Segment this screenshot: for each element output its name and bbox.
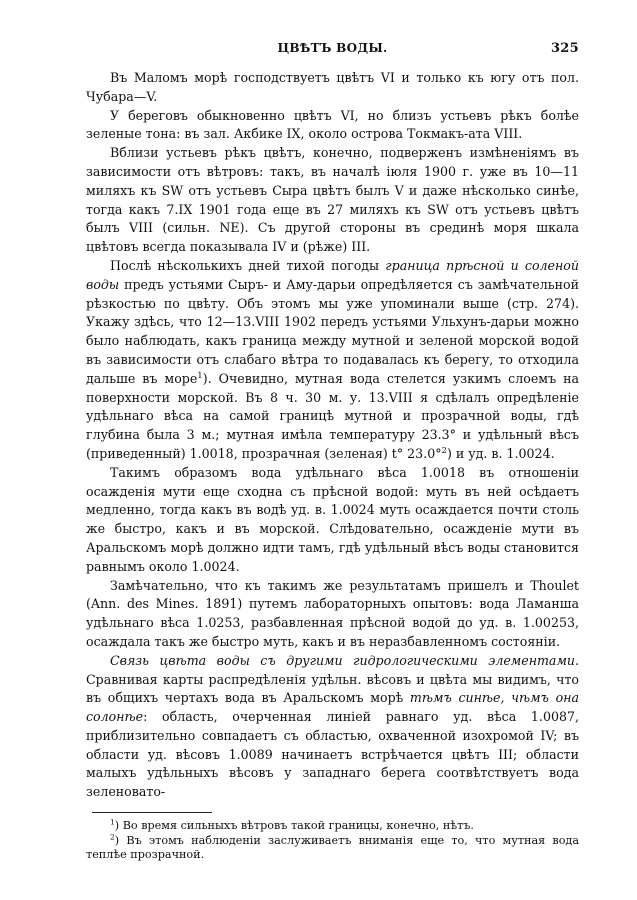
running-title: ЦВѢТЪ ВОДЫ.: [277, 41, 388, 55]
footnote-divider: [92, 812, 212, 813]
paragraph-4-part-b: предъ устьями Сыръ- и Аму-дарьи опредѣляется съ замѣчательной рѣзкостью по цвѣту. Объ этомъ мы уже упоминали выше (стр. 274). Укажу здѣсь, что 12—13.VIII 1902 передъ устьями Ульхунъ-дарьи можно было наблюдать, какъ граница между мутной и зеленой морской водой въ зависимости отъ слабаго вѣтра то подавалась къ берегу, то отходила дальше въ море: [86, 276, 579, 386]
paragraph-4: [86, 257, 579, 464]
running-header: [86, 41, 579, 61]
paragraph-7: [86, 652, 579, 802]
footnote-1-mark: 1: [110, 817, 115, 827]
paragraph-4-part-c: ). Очевидно, мутная вода стелется узкимъ слоемъ на поверхности морской. Въ 8 ч. 30 м. у. 13.VIII я сдѣлалъ опредѣленіе удѣльнаго вѣса на самой границѣ мутной и прозрачной воды, гдѣ глубина была 3 м.; мутная имѣла температуру 23.3° и удѣльный вѣсъ (приведенный) 1.0018, прозрачная (зеленая) t° 23.0°: [86, 370, 579, 461]
footnote-2-mark: 2: [110, 831, 115, 841]
paragraph-6: Замѣчательно, что къ такимъ же результатамъ пришелъ и Thoulet (Ann. des Mines. 1891) путемъ лабораторныхъ опытовъ: вода Ламанша удѣльнаго вѣса 1.0253, разбавленная прѣсной водой до уд. в. 1.00253, осаждала такъ же быстро муть, какъ и въ неразбавленномъ состояніи.: [86, 577, 579, 649]
footnote-ref-2[interactable]: 2: [441, 445, 447, 456]
paragraph-4-italic: граница прѣсной и соленой воды: [86, 257, 580, 292]
paragraph-1: Въ Маломъ морѣ господствуетъ цвѣтъ VI и только къ югу отъ пол. Чубара—V.: [86, 70, 579, 104]
footnote-1-text: ) Во время сильныхъ вѣтровъ такой границы, конечно, нѣтъ.: [114, 819, 474, 833]
paragraph-4-part-d: ) и уд. в. 1.0024.: [446, 445, 555, 461]
paragraph-7-part-b: : область, очерченная линіей равнаго уд. вѣса 1.0087, приблизительно совпадаетъ съ областью, охваченной изохромой IV; въ области уд. вѣсовъ 1.0089 начинаетъ встрѣчается цвѣтъ III; области малыхъ удѣльныхъ вѣсовъ у западнаго берега соотвѣтствуетъ вода зеленовато-: [86, 709, 579, 800]
paragraph-7-part-a: Сравнивая карты распредѣленія удѣльн. вѣсовъ и цвѣта мы видимъ, что въ общихъ чертахъ вода въ Аральскомъ морѣ: [86, 671, 579, 706]
paragraph-7-heading-italic: Связь цвѣта воды съ другими гидрологическими элементами.: [110, 652, 579, 668]
footnote-2-text: ) Въ этомъ наблюденіи заслуживаетъ вниманія еще то, что мутная вода теплѣе прозрачной.: [86, 833, 579, 862]
page-number: 325: [550, 41, 579, 56]
paragraph-2: У береговъ обыкновенно цвѣтъ VI, но близъ устьевъ рѣкъ болѣе зеленые тона: въ зал. Акбике IX, около острова Токмакъ-ата VIII.: [86, 107, 579, 142]
main-text: [86, 69, 579, 802]
paragraph-3: Вблизи устьевъ рѣкъ цвѣтъ, конечно, подверженъ измѣненіямъ въ зависимости отъ вѣтровъ: такъ, въ началѣ іюля 1900 г. уже въ 10—11 миляхъ къ SW отъ устьевъ Сыра цвѣтъ былъ V и даже нѣсколько синѣе, тогда какъ 7.IX 1901 года еще въ 27 миляхъ къ SW отъ устьевъ цвѣтъ былъ VIII (сильн. NE). Съ другой стороны въ срединѣ моря шкала цвѣтовъ всегда показывала IV и (рѣже) III.: [86, 145, 579, 255]
footnote-ref-1[interactable]: 1: [197, 370, 203, 381]
paragraph-5: Такимъ образомъ вода удѣльнаго вѣса 1.0018 въ отношеніи осажденія мути еще сходна съ прѣсной водой: муть въ ней осѣдаетъ медленно, тогда какъ въ водѣ уд. в. 1.0024 муть осаждается почти столь же быстро, какъ и въ морской. Слѣдовательно, осажденіе мути въ Аральскомъ морѣ должно идти тамъ, гдѣ удѣльный вѣсъ воды становится равнымъ около 1.0024.: [86, 464, 579, 574]
paragraph-7-italic: тѣмъ синѣе, чѣмъ она солонѣе: [86, 690, 579, 725]
footnote-2: [86, 831, 579, 863]
footnote-1: [86, 819, 579, 834]
footnotes: [86, 819, 579, 863]
paragraph-4-part-a: Послѣ нѣсколькихъ дней тихой погоды: [110, 257, 386, 273]
